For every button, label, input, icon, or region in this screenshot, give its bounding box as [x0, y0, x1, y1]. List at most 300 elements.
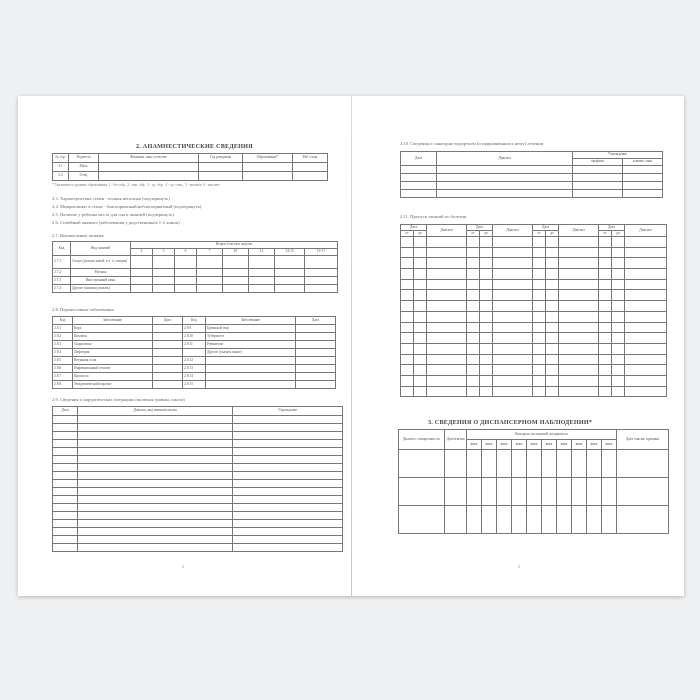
fill-cell[interactable] — [131, 269, 153, 277]
fill-cell[interactable] — [599, 343, 612, 354]
fill-cell[interactable] — [78, 440, 233, 448]
fill-cell[interactable] — [527, 506, 542, 534]
fill-cell[interactable] — [427, 375, 467, 386]
fill-cell[interactable] — [546, 247, 559, 258]
fill-cell[interactable] — [78, 528, 233, 536]
fill-cell[interactable] — [625, 386, 667, 397]
fill-cell[interactable] — [546, 365, 559, 376]
fill-cell[interactable] — [612, 354, 625, 365]
fill-cell[interactable] — [533, 354, 546, 365]
fill-cell[interactable] — [533, 279, 546, 290]
fill-cell[interactable] — [559, 258, 599, 269]
fill-cell[interactable] — [233, 528, 343, 536]
fill-cell[interactable] — [573, 182, 623, 190]
fill-cell[interactable] — [467, 365, 480, 376]
fill-cell[interactable] — [53, 424, 78, 432]
fill-cell[interactable] — [414, 237, 427, 248]
fill-cell[interactable] — [153, 381, 183, 389]
fill-cell[interactable] — [53, 456, 78, 464]
fill-cell[interactable] — [602, 450, 617, 478]
fill-cell[interactable] — [427, 354, 467, 365]
fill-cell[interactable] — [599, 375, 612, 386]
fill-cell[interactable] — [437, 190, 573, 198]
fill-cell[interactable] — [305, 285, 338, 293]
fill-cell[interactable] — [78, 520, 233, 528]
fill-cell[interactable] — [572, 506, 587, 534]
fill-cell[interactable] — [427, 343, 467, 354]
fill-cell[interactable] — [625, 375, 667, 386]
fill-cell[interactable] — [401, 343, 414, 354]
fill-cell[interactable] — [401, 375, 414, 386]
fill-cell[interactable] — [233, 472, 343, 480]
fill-cell[interactable] — [53, 528, 78, 536]
fill-cell[interactable] — [78, 424, 233, 432]
fill-cell[interactable] — [467, 311, 480, 322]
fill-cell[interactable] — [223, 256, 249, 269]
fill-cell[interactable] — [414, 311, 427, 322]
fill-cell[interactable] — [599, 290, 612, 301]
fill-cell[interactable] — [401, 290, 414, 301]
fill-cell[interactable] — [480, 301, 493, 312]
fill-cell[interactable] — [233, 480, 343, 488]
fill-cell[interactable] — [623, 182, 663, 190]
fill-cell[interactable] — [480, 290, 493, 301]
fill-cell[interactable] — [414, 290, 427, 301]
fill-cell[interactable] — [493, 301, 533, 312]
fill-cell[interactable] — [401, 333, 414, 344]
fill-cell[interactable] — [467, 301, 480, 312]
fill-cell[interactable] — [305, 277, 338, 285]
fill-cell[interactable] — [53, 448, 78, 456]
fill-cell[interactable] — [243, 172, 293, 181]
fill-cell[interactable] — [296, 333, 336, 341]
fill-cell[interactable] — [559, 354, 599, 365]
fill-cell[interactable] — [131, 285, 153, 293]
fill-cell[interactable] — [497, 450, 512, 478]
fill-cell[interactable] — [401, 190, 437, 198]
fill-cell[interactable] — [78, 496, 233, 504]
fill-cell[interactable] — [175, 285, 197, 293]
fill-cell[interactable] — [533, 290, 546, 301]
fill-cell[interactable] — [296, 325, 336, 333]
fill-cell[interactable] — [612, 343, 625, 354]
fill-cell[interactable] — [467, 279, 480, 290]
fill-cell[interactable] — [275, 269, 305, 277]
fill-cell[interactable] — [546, 311, 559, 322]
fill-cell[interactable] — [480, 375, 493, 386]
fill-cell[interactable] — [623, 190, 663, 198]
fill-cell[interactable] — [625, 247, 667, 258]
fill-cell[interactable] — [293, 163, 328, 172]
fill-cell[interactable] — [512, 506, 527, 534]
fill-cell[interactable] — [249, 285, 275, 293]
fill-cell[interactable] — [414, 333, 427, 344]
fill-cell[interactable] — [153, 365, 183, 373]
fill-cell[interactable] — [153, 325, 183, 333]
fill-cell[interactable] — [480, 386, 493, 397]
fill-cell[interactable] — [53, 432, 78, 440]
fill-cell[interactable] — [53, 496, 78, 504]
fill-cell[interactable] — [527, 450, 542, 478]
fill-cell[interactable] — [533, 301, 546, 312]
fill-cell[interactable] — [599, 333, 612, 344]
fill-cell[interactable] — [399, 478, 445, 506]
fill-cell[interactable] — [78, 488, 233, 496]
fill-cell[interactable] — [296, 365, 336, 373]
fill-cell[interactable] — [559, 279, 599, 290]
fill-cell[interactable] — [533, 375, 546, 386]
fill-cell[interactable] — [78, 536, 233, 544]
fill-cell[interactable] — [546, 354, 559, 365]
fill-cell[interactable] — [533, 247, 546, 258]
fill-cell[interactable] — [559, 375, 599, 386]
fill-cell[interactable] — [617, 506, 669, 534]
fill-cell[interactable] — [612, 333, 625, 344]
fill-cell[interactable] — [153, 373, 183, 381]
fill-cell[interactable] — [249, 269, 275, 277]
fill-cell[interactable] — [296, 349, 336, 357]
fill-cell[interactable] — [427, 237, 467, 248]
fill-cell[interactable] — [493, 354, 533, 365]
fill-cell[interactable] — [197, 277, 223, 285]
fill-cell[interactable] — [445, 478, 467, 506]
fill-cell[interactable] — [401, 386, 414, 397]
fill-cell[interactable] — [587, 450, 602, 478]
fill-cell[interactable] — [467, 386, 480, 397]
fill-cell[interactable] — [482, 506, 497, 534]
fill-cell[interactable] — [233, 520, 343, 528]
fill-cell[interactable] — [467, 478, 482, 506]
fill-cell[interactable] — [625, 343, 667, 354]
fill-cell[interactable] — [53, 472, 78, 480]
fill-cell[interactable] — [414, 258, 427, 269]
fill-cell[interactable] — [587, 478, 602, 506]
fill-cell[interactable] — [53, 504, 78, 512]
fill-cell[interactable] — [599, 365, 612, 376]
fill-cell[interactable] — [480, 247, 493, 258]
fill-cell[interactable] — [493, 333, 533, 344]
fill-cell[interactable] — [559, 269, 599, 280]
fill-cell[interactable] — [625, 279, 667, 290]
fill-cell[interactable] — [197, 256, 223, 269]
fill-cell[interactable] — [467, 247, 480, 258]
fill-cell[interactable] — [557, 478, 572, 506]
fill-cell[interactable] — [602, 478, 617, 506]
fill-cell[interactable] — [223, 285, 249, 293]
fill-cell[interactable] — [175, 277, 197, 285]
fill-cell[interactable] — [599, 386, 612, 397]
fill-cell[interactable] — [78, 504, 233, 512]
fill-cell[interactable] — [399, 506, 445, 534]
fill-cell[interactable] — [546, 343, 559, 354]
fill-cell[interactable] — [401, 311, 414, 322]
fill-cell[interactable] — [480, 333, 493, 344]
fill-cell[interactable] — [480, 237, 493, 248]
fill-cell[interactable] — [493, 375, 533, 386]
fill-cell[interactable] — [599, 279, 612, 290]
fill-cell[interactable] — [512, 450, 527, 478]
fill-cell[interactable] — [275, 256, 305, 269]
fill-cell[interactable] — [305, 269, 338, 277]
fill-cell[interactable] — [293, 172, 328, 181]
fill-cell[interactable] — [533, 269, 546, 280]
fill-cell[interactable] — [573, 174, 623, 182]
fill-cell[interactable] — [546, 258, 559, 269]
fill-cell[interactable] — [612, 301, 625, 312]
fill-cell[interactable] — [559, 247, 599, 258]
fill-cell[interactable] — [546, 322, 559, 333]
fill-cell[interactable] — [414, 354, 427, 365]
fill-cell[interactable] — [480, 279, 493, 290]
fill-cell[interactable] — [559, 343, 599, 354]
fill-cell[interactable] — [233, 488, 343, 496]
fill-cell[interactable] — [414, 343, 427, 354]
fill-cell[interactable] — [497, 478, 512, 506]
fill-cell[interactable] — [467, 506, 482, 534]
fill-cell[interactable] — [243, 163, 293, 172]
fill-cell[interactable] — [612, 258, 625, 269]
fill-cell[interactable] — [493, 322, 533, 333]
fill-cell[interactable] — [467, 269, 480, 280]
fill-cell[interactable] — [612, 375, 625, 386]
fill-cell[interactable] — [559, 333, 599, 344]
fill-cell[interactable] — [546, 237, 559, 248]
fill-cell[interactable] — [467, 343, 480, 354]
fill-cell[interactable] — [612, 279, 625, 290]
fill-cell[interactable] — [482, 478, 497, 506]
fill-cell[interactable] — [305, 256, 338, 269]
fill-cell[interactable] — [612, 311, 625, 322]
fill-cell[interactable] — [401, 279, 414, 290]
fill-cell[interactable] — [223, 269, 249, 277]
fill-cell[interactable] — [467, 450, 482, 478]
fill-cell[interactable] — [559, 237, 599, 248]
fill-cell[interactable] — [599, 247, 612, 258]
fill-cell[interactable] — [401, 166, 437, 174]
fill-cell[interactable] — [175, 269, 197, 277]
fill-cell[interactable] — [480, 343, 493, 354]
fill-cell[interactable] — [559, 311, 599, 322]
fill-cell[interactable] — [617, 478, 669, 506]
fill-cell[interactable] — [493, 269, 533, 280]
fill-cell[interactable] — [53, 544, 78, 552]
fill-cell[interactable] — [427, 365, 467, 376]
fill-cell[interactable] — [233, 448, 343, 456]
fill-cell[interactable] — [296, 373, 336, 381]
fill-cell[interactable] — [437, 174, 573, 182]
fill-cell[interactable] — [233, 424, 343, 432]
fill-cell[interactable] — [233, 416, 343, 424]
fill-cell[interactable] — [559, 290, 599, 301]
fill-cell[interactable] — [78, 512, 233, 520]
fill-cell[interactable] — [99, 172, 199, 181]
fill-cell[interactable] — [78, 464, 233, 472]
fill-cell[interactable] — [437, 166, 573, 174]
fill-cell[interactable] — [53, 480, 78, 488]
fill-cell[interactable] — [427, 311, 467, 322]
fill-cell[interactable] — [249, 277, 275, 285]
fill-cell[interactable] — [467, 375, 480, 386]
fill-cell[interactable] — [53, 520, 78, 528]
fill-cell[interactable] — [153, 269, 175, 277]
fill-cell[interactable] — [557, 450, 572, 478]
fill-cell[interactable] — [414, 375, 427, 386]
fill-cell[interactable] — [414, 269, 427, 280]
fill-cell[interactable] — [296, 381, 336, 389]
fill-cell[interactable] — [53, 440, 78, 448]
fill-cell[interactable] — [233, 464, 343, 472]
fill-cell[interactable] — [573, 166, 623, 174]
fill-cell[interactable] — [493, 237, 533, 248]
fill-cell[interactable] — [199, 172, 243, 181]
fill-cell[interactable] — [533, 365, 546, 376]
fill-cell[interactable] — [223, 277, 249, 285]
fill-cell[interactable] — [480, 322, 493, 333]
fill-cell[interactable] — [625, 322, 667, 333]
fill-cell[interactable] — [53, 512, 78, 520]
fill-cell[interactable] — [153, 333, 183, 341]
fill-cell[interactable] — [559, 365, 599, 376]
fill-cell[interactable] — [572, 478, 587, 506]
fill-cell[interactable] — [623, 166, 663, 174]
fill-cell[interactable] — [296, 341, 336, 349]
fill-cell[interactable] — [467, 290, 480, 301]
fill-cell[interactable] — [401, 322, 414, 333]
fill-cell[interactable] — [542, 450, 557, 478]
fill-cell[interactable] — [612, 386, 625, 397]
fill-cell[interactable] — [427, 258, 467, 269]
fill-cell[interactable] — [467, 322, 480, 333]
fill-cell[interactable] — [153, 341, 183, 349]
fill-cell[interactable] — [53, 488, 78, 496]
fill-cell[interactable] — [275, 285, 305, 293]
fill-cell[interactable] — [296, 357, 336, 365]
fill-cell[interactable] — [625, 237, 667, 248]
fill-cell[interactable] — [414, 301, 427, 312]
fill-cell[interactable] — [625, 269, 667, 280]
fill-cell[interactable] — [542, 478, 557, 506]
fill-cell[interactable] — [559, 301, 599, 312]
fill-cell[interactable] — [401, 247, 414, 258]
fill-cell[interactable] — [99, 163, 199, 172]
fill-cell[interactable] — [599, 354, 612, 365]
fill-cell[interactable] — [427, 247, 467, 258]
fill-cell[interactable] — [153, 357, 183, 365]
fill-cell[interactable] — [612, 322, 625, 333]
fill-cell[interactable] — [612, 269, 625, 280]
fill-cell[interactable] — [546, 290, 559, 301]
fill-cell[interactable] — [401, 174, 437, 182]
fill-cell[interactable] — [53, 464, 78, 472]
fill-cell[interactable] — [533, 237, 546, 248]
fill-cell[interactable] — [175, 256, 197, 269]
fill-cell[interactable] — [233, 504, 343, 512]
fill-cell[interactable] — [401, 182, 437, 190]
fill-cell[interactable] — [493, 386, 533, 397]
fill-cell[interactable] — [493, 311, 533, 322]
fill-cell[interactable] — [401, 354, 414, 365]
fill-cell[interactable] — [445, 506, 467, 534]
fill-cell[interactable] — [559, 386, 599, 397]
fill-cell[interactable] — [599, 269, 612, 280]
fill-cell[interactable] — [401, 269, 414, 280]
fill-cell[interactable] — [617, 450, 669, 478]
fill-cell[interactable] — [587, 506, 602, 534]
fill-cell[interactable] — [233, 432, 343, 440]
fill-cell[interactable] — [480, 365, 493, 376]
fill-cell[interactable] — [533, 343, 546, 354]
fill-cell[interactable] — [482, 450, 497, 478]
fill-cell[interactable] — [78, 480, 233, 488]
fill-cell[interactable] — [559, 322, 599, 333]
fill-cell[interactable] — [497, 506, 512, 534]
fill-cell[interactable] — [414, 247, 427, 258]
fill-cell[interactable] — [427, 301, 467, 312]
fill-cell[interactable] — [612, 237, 625, 248]
fill-cell[interactable] — [414, 322, 427, 333]
fill-cell[interactable] — [401, 258, 414, 269]
fill-cell[interactable] — [467, 354, 480, 365]
fill-cell[interactable] — [493, 279, 533, 290]
fill-cell[interactable] — [467, 237, 480, 248]
fill-cell[interactable] — [493, 343, 533, 354]
fill-cell[interactable] — [153, 277, 175, 285]
fill-cell[interactable] — [625, 354, 667, 365]
fill-cell[interactable] — [78, 544, 233, 552]
fill-cell[interactable] — [625, 333, 667, 344]
fill-cell[interactable] — [557, 506, 572, 534]
fill-cell[interactable] — [78, 432, 233, 440]
fill-cell[interactable] — [625, 290, 667, 301]
fill-cell[interactable] — [233, 536, 343, 544]
fill-cell[interactable] — [78, 416, 233, 424]
fill-cell[interactable] — [233, 544, 343, 552]
fill-cell[interactable] — [53, 416, 78, 424]
fill-cell[interactable] — [512, 478, 527, 506]
fill-cell[interactable] — [573, 190, 623, 198]
fill-cell[interactable] — [153, 285, 175, 293]
fill-cell[interactable] — [78, 456, 233, 464]
fill-cell[interactable] — [427, 290, 467, 301]
fill-cell[interactable] — [401, 237, 414, 248]
fill-cell[interactable] — [199, 163, 243, 172]
fill-cell[interactable] — [414, 365, 427, 376]
fill-cell[interactable] — [131, 277, 153, 285]
fill-cell[interactable] — [546, 279, 559, 290]
fill-cell[interactable] — [401, 301, 414, 312]
fill-cell[interactable] — [233, 440, 343, 448]
fill-cell[interactable] — [546, 375, 559, 386]
fill-cell[interactable] — [480, 269, 493, 280]
fill-cell[interactable] — [599, 322, 612, 333]
fill-cell[interactable] — [131, 256, 153, 269]
fill-cell[interactable] — [546, 269, 559, 280]
fill-cell[interactable] — [233, 512, 343, 520]
fill-cell[interactable] — [612, 247, 625, 258]
fill-cell[interactable] — [625, 258, 667, 269]
fill-cell[interactable] — [427, 322, 467, 333]
fill-cell[interactable] — [414, 279, 427, 290]
fill-cell[interactable] — [197, 269, 223, 277]
fill-cell[interactable] — [437, 182, 573, 190]
fill-cell[interactable] — [599, 301, 612, 312]
fill-cell[interactable] — [546, 386, 559, 397]
fill-cell[interactable] — [599, 311, 612, 322]
fill-cell[interactable] — [399, 450, 445, 478]
fill-cell[interactable] — [533, 258, 546, 269]
fill-cell[interactable] — [542, 506, 557, 534]
fill-cell[interactable] — [78, 472, 233, 480]
